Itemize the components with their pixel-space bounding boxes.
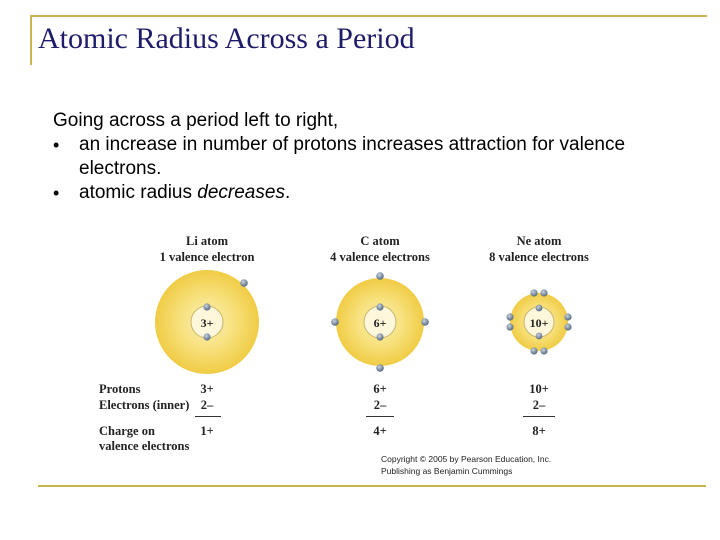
c-valence-electron bbox=[376, 364, 384, 372]
li-atom-diagram bbox=[155, 270, 259, 374]
c-sum-rule bbox=[366, 416, 394, 417]
li-inner-electron bbox=[203, 303, 210, 310]
copyright-line: Copyright © 2005 by Pearson Education, Inc. bbox=[381, 454, 552, 464]
c-protons-value: 6+ bbox=[373, 382, 387, 396]
c-nucleus-charge: 6+ bbox=[373, 316, 387, 330]
inner-electrons-row-label: Electrons (inner) bbox=[99, 398, 190, 412]
ne-nucleus-charge: 10+ bbox=[529, 316, 549, 330]
c-inner-electron bbox=[376, 303, 383, 310]
c-valence-label: 4 valence electrons bbox=[330, 250, 430, 264]
ne-valence-electron bbox=[540, 347, 547, 354]
li-valence-label: 1 valence electron bbox=[159, 250, 255, 264]
li-nucleus-charge: 3+ bbox=[200, 316, 214, 330]
ne-valence-electron bbox=[530, 347, 537, 354]
li-valence-electron bbox=[240, 279, 248, 287]
publisher-line: Publishing as Benjamin Cummings bbox=[381, 466, 513, 476]
bullet-suffix: . bbox=[284, 182, 291, 203]
c-valence-electron bbox=[421, 318, 429, 326]
li-inner-value: 2– bbox=[200, 398, 214, 412]
bullet-text: atomic radius bbox=[79, 182, 198, 203]
charge-row-label-line2: valence electrons bbox=[99, 439, 190, 453]
c-valence-electron bbox=[376, 272, 384, 280]
ne-charge-value: 8+ bbox=[532, 424, 546, 438]
ne-atom-diagram bbox=[506, 289, 571, 354]
ne-sum-rule bbox=[523, 416, 555, 417]
ne-inner-electron bbox=[536, 305, 543, 312]
li-inner-electron bbox=[203, 333, 210, 340]
c-valence-electron bbox=[331, 318, 339, 326]
c-inner-electron bbox=[376, 333, 383, 340]
ne-valence-label: 8 valence electrons bbox=[489, 250, 589, 264]
protons-row-label: Protons bbox=[99, 382, 141, 396]
li-charge-value: 1+ bbox=[200, 424, 214, 438]
charge-row-label-line1: Charge on bbox=[99, 424, 155, 438]
ne-valence-electron bbox=[506, 323, 513, 330]
bullet-dot-icon: • bbox=[53, 135, 60, 155]
bottom-rule bbox=[38, 485, 706, 487]
ne-valence-electron bbox=[540, 289, 547, 296]
bullet-text: an increase in number of protons increases attraction for valence electrons. bbox=[79, 134, 626, 179]
bullet-dot-icon: • bbox=[53, 183, 60, 203]
ne-protons-value: 10+ bbox=[529, 382, 549, 396]
slide-title: Atomic Radius Across a Period bbox=[38, 22, 415, 55]
ne-atom-label: Ne atom bbox=[516, 234, 562, 248]
c-atom-diagram bbox=[331, 272, 429, 372]
intro-text: Going across a period left to right, bbox=[53, 110, 339, 131]
ne-valence-electron bbox=[564, 313, 571, 320]
ne-valence-electron bbox=[530, 289, 537, 296]
li-atom-label: Li atom bbox=[185, 234, 229, 248]
ne-valence-electron bbox=[564, 323, 571, 330]
bullet-emphasis: decreases bbox=[197, 182, 285, 203]
c-atom-label: C atom bbox=[360, 234, 400, 248]
c-inner-value: 2– bbox=[373, 398, 387, 412]
ne-inner-electron bbox=[536, 333, 543, 340]
li-protons-value: 3+ bbox=[200, 382, 214, 396]
li-sum-rule bbox=[195, 416, 221, 417]
c-charge-value: 4+ bbox=[373, 424, 387, 438]
copyright-notice bbox=[381, 453, 551, 477]
ne-valence-electron bbox=[506, 313, 513, 320]
ne-inner-value: 2– bbox=[532, 398, 546, 412]
